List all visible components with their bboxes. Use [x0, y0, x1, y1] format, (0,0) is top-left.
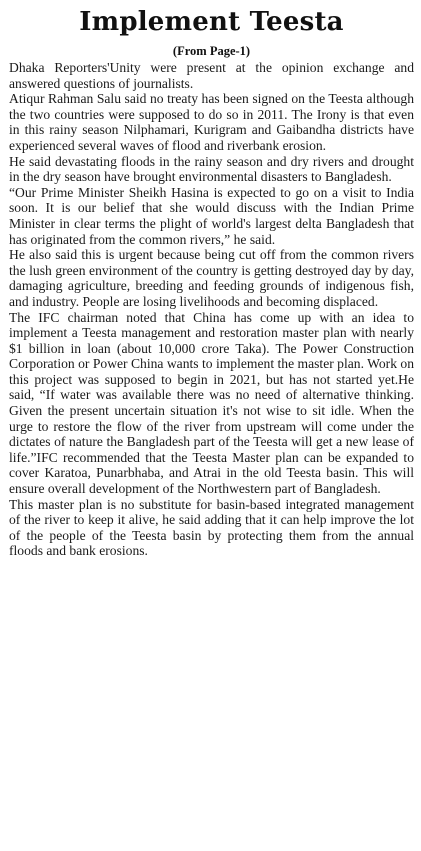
- paragraph-china-master-plan: The IFC chairman noted that China has come up with an idea to implement a Teesta management and restoration master plan with nearly $1 billion in loan (about 10,000 crore Taka). The Power Construction Corporation or Power China wants to implement the master plan. Work on this project was supposed to begin in 2021, but has not started yet.He said, “If water was available there was no need of alternative thinking. Given the present uncertain situation it's not wise to sit idle. When the urge to restore the flow of the river from upstream will come under the dictates of nature the Bangladesh part of the Teesta will get a new lease of life.”IFC recommended that the Teesta Master plan can be expanded to cover Karatoa, Punarbhaba, and Atrai in the old Teesta basin. This will ensure overall development of the Northwestern part of Bangladesh.: [9, 309, 414, 497]
- paragraph-dru-present: Dhaka Reporters'Unity were present at the opinion exchange and answered questions of journalists.: [9, 60, 414, 91]
- paragraph-urgency: He also said this is urgent because being cut off from the common rivers the lush green environment of the country is getting destroyed day by day, damaging agriculture, breeding and feeding grounds of indigenous fish, and industry. People are losing livelihoods and becoming displaced.: [9, 247, 414, 309]
- paragraph-floods-drought: He said devastating floods in the rainy season and dry rivers and drought in the dry season have brought environmental disasters to Bangladesh.: [9, 153, 414, 185]
- paragraph-pm-visit: “Our Prime Minister Sheikh Hasina is expected to go on a visit to India soon. It is our belief that she would discuss with the Indian Prime Minister in clear terms the plight of world's largest delta Bangladesh that has originated from the common rivers,” he said.: [9, 184, 414, 247]
- headline: Implement Teesta: [79, 7, 344, 37]
- paragraph-no-treaty: Atiqur Rahman Salu said no treaty has been signed on the Teesta although the two countries were supposed to do so in 2011. The Irony is that even in this rainy season Nilphamari, Kurigram and Gaibandha districts have experienced several waves of flood and riverbank erosion.: [9, 91, 414, 153]
- paragraph-basin-management: This master plan is no substitute for basin-based integrated management of the river to keep it alive, he said adding that it can help improve the lot of the people of the Teesta basin by protecting them from the annual floods and bank erosions.: [9, 496, 414, 559]
- article-body: [9, 60, 414, 559]
- continuation-marker: (From Page-1): [172, 44, 251, 58]
